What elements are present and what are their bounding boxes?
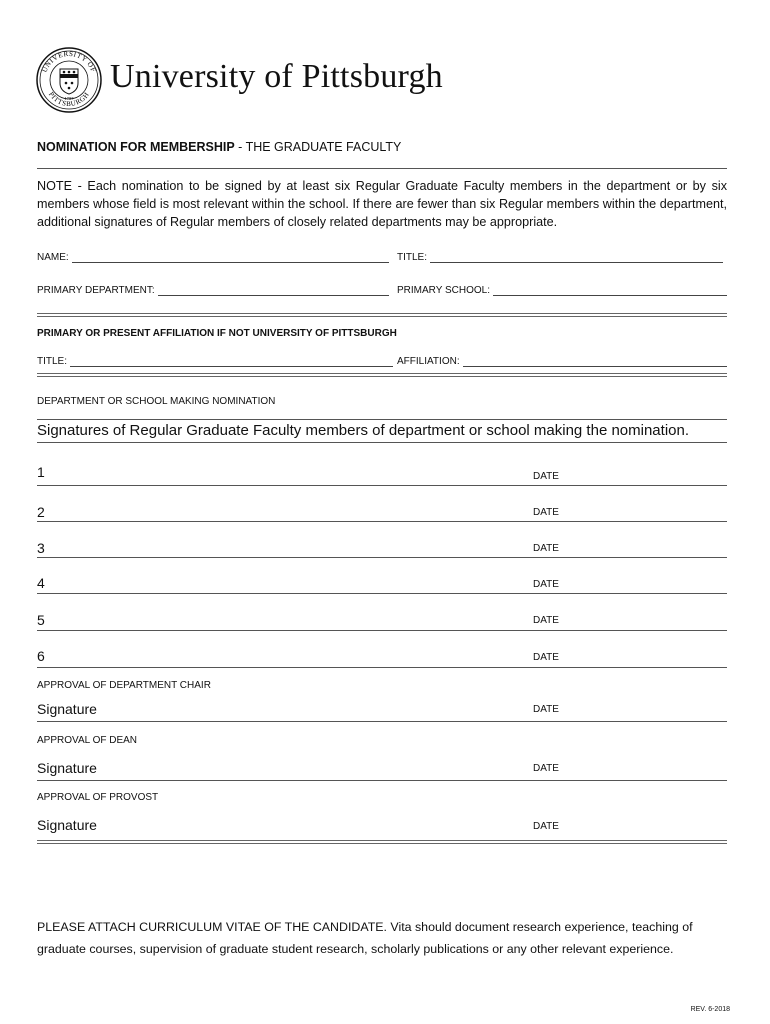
name-line[interactable]: [72, 252, 389, 263]
signature-number-4: 4: [37, 575, 45, 591]
signature-line-5[interactable]: [37, 630, 727, 631]
primary-department-field[interactable]: [37, 285, 389, 296]
signature-number-6: 6: [37, 648, 45, 664]
approval-provost-line[interactable]: [37, 840, 727, 844]
signature-line-4[interactable]: [37, 593, 727, 594]
university-name: University of Pittsburgh: [110, 58, 443, 95]
affiliation-title-line[interactable]: [70, 356, 393, 367]
signature-line-6[interactable]: [37, 667, 727, 668]
signature-line-3[interactable]: [37, 557, 727, 558]
title-field[interactable]: [397, 252, 723, 263]
seal-year: 1787: [64, 96, 74, 101]
divider: [37, 168, 727, 169]
affiliation-label: AFFILIATION:: [397, 356, 460, 367]
seal-top-text: UNIVERSITY OF: [40, 49, 98, 74]
signature-date-label-5: DATE: [533, 615, 559, 626]
signature-line-1[interactable]: [37, 485, 727, 486]
seal-bottom-text: PITTSBURGH: [46, 90, 92, 109]
signature-line-2[interactable]: [37, 521, 727, 522]
divider: [37, 442, 727, 443]
signature-number-1: 1: [37, 464, 45, 480]
approval-dean-line[interactable]: [37, 780, 727, 781]
primary-school-field[interactable]: [397, 285, 727, 296]
approval-dean-signature: Signature: [37, 760, 97, 776]
university-seal-logo: [36, 47, 102, 113]
signatures-heading: Signatures of Regular Graduate Faculty members of department or school making the nomination.: [37, 422, 690, 439]
approval-provost-signature: Signature: [37, 817, 97, 833]
primary-department-label: PRIMARY DEPARTMENT:: [37, 285, 155, 296]
affiliation-line[interactable]: [463, 356, 727, 367]
form-title-bold: NOMINATION FOR MEMBERSHIP: [37, 140, 235, 154]
primary-department-line[interactable]: [158, 285, 389, 296]
signature-date-label-2: DATE: [533, 507, 559, 518]
primary-school-line[interactable]: [493, 285, 727, 296]
form-title-rest: - THE GRADUATE FACULTY: [234, 140, 402, 154]
affiliation-field[interactable]: [397, 356, 727, 367]
approval-department-chair-date: DATE: [533, 704, 559, 715]
name-field[interactable]: [37, 252, 389, 263]
approval-dean-heading: APPROVAL OF DEAN: [37, 735, 138, 746]
approval-dean-date: DATE: [533, 763, 559, 774]
approval-provost-heading: APPROVAL OF PROVOST: [37, 792, 159, 803]
nominating-unit-label: DEPARTMENT OR SCHOOL MAKING NOMINATION: [37, 396, 276, 407]
form-title: [37, 140, 401, 154]
attach-cv-line-1: PLEASE ATTACH CURRICULUM VITAE OF THE CANDIDATE. Vita should document research experience, teaching of: [37, 920, 693, 934]
attach-cv-note: [37, 916, 737, 960]
signature-date-label-3: DATE: [533, 543, 559, 554]
name-label: NAME:: [37, 252, 69, 263]
primary-school-label: PRIMARY SCHOOL:: [397, 285, 490, 296]
signature-number-5: 5: [37, 612, 45, 628]
affiliation-title-field[interactable]: [37, 356, 393, 367]
nomination-note: NOTE - Each nomination to be signed by at least six Regular Graduate Faculty members in the department or by six members whose field is most relevant within the school. If there are fewer than six Regular members within the department, additional signatures of Regular members of closely related departments may be appropriate.: [37, 179, 727, 229]
title-label: TITLE:: [397, 252, 428, 263]
affiliation-title-label: TITLE:: [37, 356, 68, 367]
signature-number-2: 2: [37, 504, 45, 520]
signature-date-label-1: DATE: [533, 471, 559, 482]
approval-provost-date: DATE: [533, 821, 559, 832]
attach-cv-line-2: graduate courses, supervision of graduate student research, scholarly publications or any other relevant experience.: [37, 942, 674, 956]
signature-number-3: 3: [37, 540, 45, 556]
approval-department-chair-heading: APPROVAL OF DEPARTMENT CHAIR: [37, 680, 211, 691]
nominating-unit-line[interactable]: [37, 419, 727, 420]
title-line[interactable]: [430, 252, 723, 263]
divider: [37, 313, 727, 317]
approval-department-chair-line[interactable]: [37, 721, 727, 722]
affiliation-heading: PRIMARY OR PRESENT AFFILIATION IF NOT UNIVERSITY OF PITTSBURGH: [37, 328, 397, 339]
divider: [37, 373, 727, 377]
revision-label: REV. 6-2018: [690, 1006, 730, 1013]
approval-department-chair-signature: Signature: [37, 701, 97, 717]
signature-date-label-4: DATE: [533, 579, 559, 590]
signature-date-label-6: DATE: [533, 652, 559, 663]
